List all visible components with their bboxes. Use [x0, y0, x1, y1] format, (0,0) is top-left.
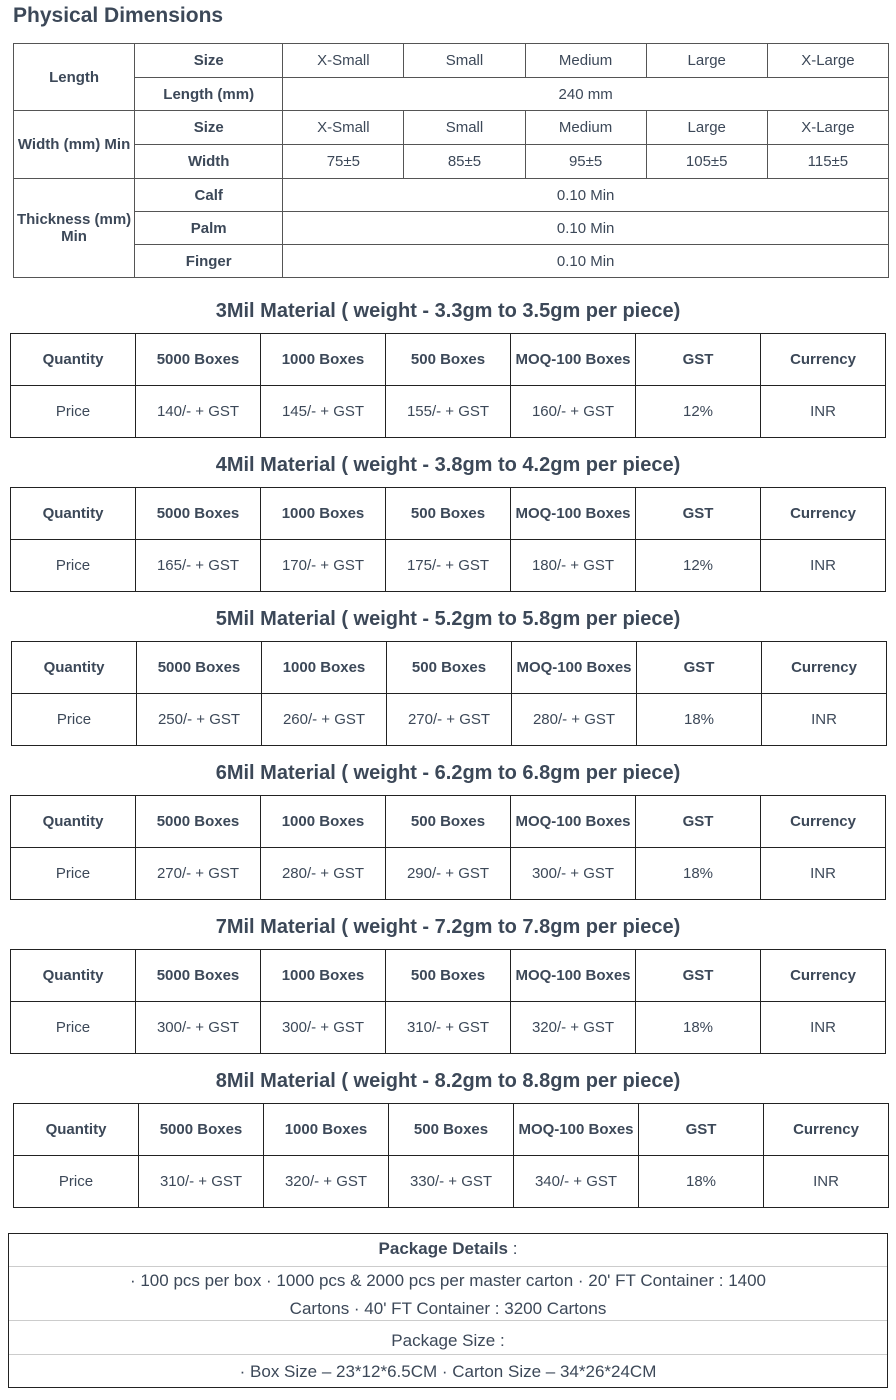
price-table [10, 795, 886, 900]
header-cell: 500 Boxes [387, 642, 512, 694]
price-cell: 300/- + GST [511, 848, 636, 900]
thickness-group-label: Thickness (mm) Min [14, 179, 135, 278]
width-label: Width [135, 145, 283, 179]
size-cell: X-Small [283, 111, 404, 145]
header-cell: 1000 Boxes [261, 488, 386, 540]
price-cell: INR [764, 1156, 889, 1208]
price-cell: INR [761, 848, 886, 900]
price-cell: Price [11, 848, 136, 900]
header-cell: GST [636, 488, 761, 540]
size-cell: X-Large [767, 44, 888, 78]
price-cell: 140/- + GST [136, 386, 261, 438]
price-cell: Price [12, 694, 137, 746]
price-cell: 250/- + GST [137, 694, 262, 746]
size-cell: Large [646, 44, 767, 78]
header-cell: 5000 Boxes [137, 642, 262, 694]
price-cell: 310/- + GST [139, 1156, 264, 1208]
price-table-title: 5Mil Material ( weight - 5.2gm to 5.8gm per piece) [215, 608, 681, 630]
price-cell: 300/- + GST [136, 1002, 261, 1054]
price-table [10, 487, 886, 592]
size-header: Size [135, 44, 283, 78]
price-cell: INR [762, 694, 887, 746]
width-cell: 85±5 [404, 145, 525, 179]
header-cell: 500 Boxes [389, 1104, 514, 1156]
header-cell: 1000 Boxes [264, 1104, 389, 1156]
header-cell: GST [637, 642, 762, 694]
price-cell: Price [11, 540, 136, 592]
header-cell: 5000 Boxes [136, 796, 261, 848]
price-table [10, 949, 886, 1054]
header-cell: 1000 Boxes [261, 950, 386, 1002]
header-cell: 500 Boxes [386, 334, 511, 386]
header-cell: 1000 Boxes [261, 334, 386, 386]
header-cell: GST [636, 950, 761, 1002]
size-cell: Small [404, 111, 525, 145]
header-cell: MOQ-100 Boxes [514, 1104, 639, 1156]
header-cell: 1000 Boxes [262, 642, 387, 694]
package-details-title: Package Details [378, 1239, 508, 1258]
price-table [11, 641, 887, 746]
thickness-value: 0.10 Min [283, 245, 889, 278]
package-details-colon: : [508, 1239, 518, 1258]
page-title: Physical Dimensions [13, 4, 224, 27]
price-cell: 12% [636, 540, 761, 592]
width-cell: 115±5 [767, 145, 888, 179]
physical-dimensions-table [13, 43, 889, 278]
price-cell: Price [14, 1156, 139, 1208]
price-cell: 340/- + GST [514, 1156, 639, 1208]
header-cell: 5000 Boxes [136, 488, 261, 540]
price-table [10, 333, 886, 438]
header-cell: Quantity [11, 950, 136, 1002]
thickness-value: 0.10 Min [283, 212, 889, 245]
size-header: Size [135, 111, 283, 145]
price-cell: 155/- + GST [386, 386, 511, 438]
width-cell: 105±5 [646, 145, 767, 179]
header-cell: Currency [764, 1104, 889, 1156]
header-cell: Quantity [11, 796, 136, 848]
size-cell: Small [404, 44, 525, 78]
price-cell: 165/- + GST [136, 540, 261, 592]
thickness-value: 0.10 Min [283, 179, 889, 212]
thickness-part-label: Palm [135, 212, 283, 245]
price-cell: 290/- + GST [386, 848, 511, 900]
header-cell: Currency [761, 950, 886, 1002]
thickness-part-label: Calf [135, 179, 283, 212]
width-group-label: Width (mm) Min [14, 111, 135, 179]
header-cell: MOQ-100 Boxes [511, 488, 636, 540]
package-size-label: Package Size : [9, 1321, 887, 1355]
header-cell: GST [639, 1104, 764, 1156]
price-cell: 18% [637, 694, 762, 746]
price-cell: 260/- + GST [262, 694, 387, 746]
header-cell: GST [636, 334, 761, 386]
price-cell: 18% [639, 1156, 764, 1208]
header-cell: Currency [761, 334, 886, 386]
thickness-part-label: Finger [135, 245, 283, 278]
size-cell: X-Small [283, 44, 404, 78]
header-cell: Currency [761, 796, 886, 848]
price-cell: 270/- + GST [136, 848, 261, 900]
price-cell: 300/- + GST [261, 1002, 386, 1054]
price-table-title: 3Mil Material ( weight - 3.3gm to 3.5gm per piece) [215, 300, 681, 322]
size-cell: X-Large [767, 111, 888, 145]
package-details-text: · 100 pcs per box · 1000 pcs & 2000 pcs per master carton · 20' FT Container : 1400 Cartons · 40' FT Container : 3200 Cartons [9, 1267, 887, 1321]
header-cell: 500 Boxes [386, 488, 511, 540]
price-cell: INR [761, 386, 886, 438]
price-cell: 18% [636, 1002, 761, 1054]
price-cell: 320/- + GST [511, 1002, 636, 1054]
price-cell: 170/- + GST [261, 540, 386, 592]
price-cell: INR [761, 1002, 886, 1054]
price-cell: 12% [636, 386, 761, 438]
price-table [13, 1103, 889, 1208]
size-cell: Medium [525, 111, 646, 145]
header-cell: GST [636, 796, 761, 848]
price-cell: Price [11, 386, 136, 438]
price-table-title: 6Mil Material ( weight - 6.2gm to 6.8gm per piece) [215, 762, 681, 784]
price-cell: 280/- + GST [261, 848, 386, 900]
price-cell: INR [761, 540, 886, 592]
header-cell: MOQ-100 Boxes [512, 642, 637, 694]
length-group-label: Length [14, 44, 135, 111]
header-cell: Quantity [11, 488, 136, 540]
price-cell: 280/- + GST [512, 694, 637, 746]
header-cell: 500 Boxes [386, 796, 511, 848]
header-cell: MOQ-100 Boxes [511, 334, 636, 386]
header-cell: Currency [761, 488, 886, 540]
price-cell: 270/- + GST [387, 694, 512, 746]
header-cell: 5000 Boxes [136, 950, 261, 1002]
width-cell: 95±5 [525, 145, 646, 179]
price-table-title: 4Mil Material ( weight - 3.8gm to 4.2gm per piece) [215, 454, 681, 476]
price-cell: 175/- + GST [386, 540, 511, 592]
header-cell: 5000 Boxes [139, 1104, 264, 1156]
header-cell: Quantity [11, 334, 136, 386]
length-mm-label: Length (mm) [135, 78, 283, 111]
price-cell: 160/- + GST [511, 386, 636, 438]
price-table-title: 8Mil Material ( weight - 8.2gm to 8.8gm per piece) [215, 1070, 681, 1092]
header-cell: MOQ-100 Boxes [511, 796, 636, 848]
price-cell: 18% [636, 848, 761, 900]
price-cell: 180/- + GST [511, 540, 636, 592]
package-size-details: · Box Size – 23*12*6.5CM · Carton Size – 34*26*24CM [239, 1362, 657, 1381]
price-cell: Price [11, 1002, 136, 1054]
header-cell: 500 Boxes [386, 950, 511, 1002]
package-details-heading [9, 1234, 887, 1267]
price-cell: 310/- + GST [386, 1002, 511, 1054]
header-cell: 5000 Boxes [136, 334, 261, 386]
price-cell: 330/- + GST [389, 1156, 514, 1208]
size-cell: Medium [525, 44, 646, 78]
price-cell: 320/- + GST [264, 1156, 389, 1208]
price-cell: 145/- + GST [261, 386, 386, 438]
price-table-title: 7Mil Material ( weight - 7.2gm to 7.8gm per piece) [215, 916, 681, 938]
length-value: 240 mm [283, 78, 889, 111]
header-cell: Quantity [14, 1104, 139, 1156]
header-cell: MOQ-100 Boxes [511, 950, 636, 1002]
header-cell: Currency [762, 642, 887, 694]
header-cell: Quantity [12, 642, 137, 694]
size-cell: Large [646, 111, 767, 145]
width-cell: 75±5 [283, 145, 404, 179]
header-cell: 1000 Boxes [261, 796, 386, 848]
package-details-box [8, 1233, 888, 1388]
